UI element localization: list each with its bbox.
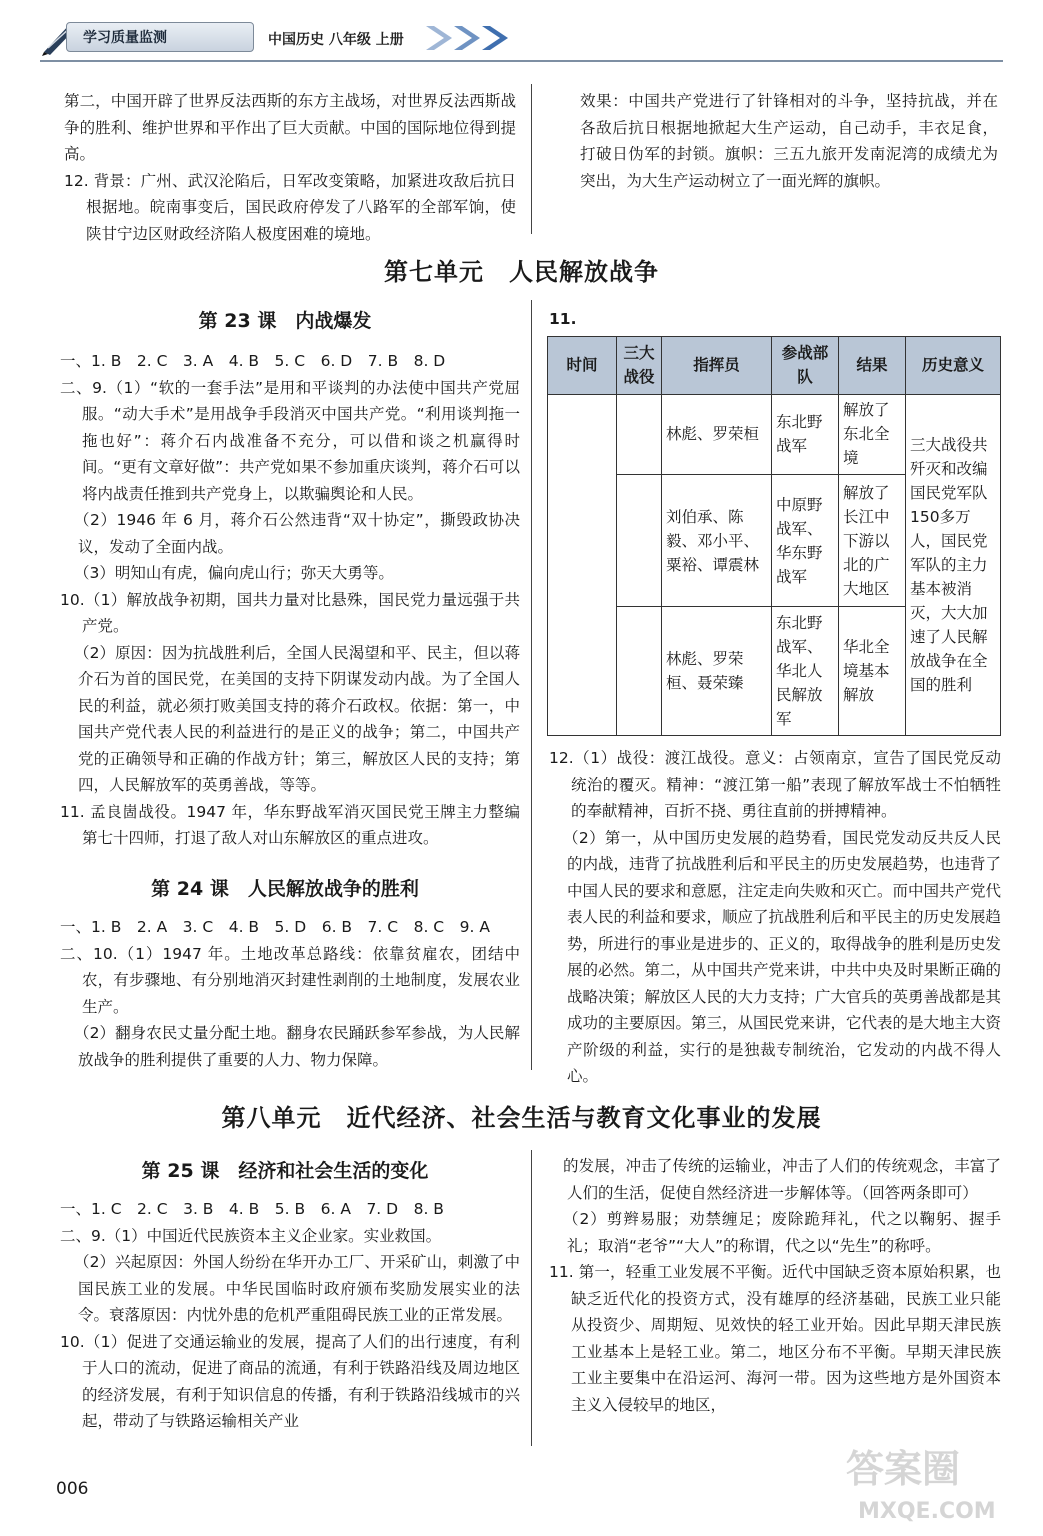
commanders-cell: 林彪、罗荣桓、聂荣臻 xyxy=(662,606,772,735)
answer-11: 11. 第一，轻重工业发展不平衡。近代中国缺乏资本原始积累，也缺乏近代化的投资方式，没有雄厚的经济基础，民族工业只能从投资少、周期短、见效快的轻工业开始。因此早期天津民族工业基本上是轻工业。第二，地区分布不平衡。早期天津民族工业主要集中在沿运河、海河一带。因为这些地方是外国资本主义入侵较早的地区， xyxy=(549,1263,1001,1414)
watermark-url: MXQE.COM xyxy=(858,1499,996,1524)
header-troops: 参战部队 xyxy=(772,337,839,395)
troops-cell: 中原野战军、华东野战军 xyxy=(772,475,839,606)
column-divider xyxy=(531,84,532,234)
top-left-text xyxy=(64,88,516,247)
answer-11: 11. 孟良崮战役。1947 年，华东野战军消灭国民党王牌主力整编第七十四师，打退了敌人对山东解放区的重点进攻。 xyxy=(60,802,520,847)
table-header-row xyxy=(548,337,1001,395)
header-result: 结果 xyxy=(839,337,906,395)
lesson-25-right-answers xyxy=(549,1153,1001,1418)
answer-9-3: （3）明知山有虎，偏向虎山行；弥天大勇等。 xyxy=(74,564,394,582)
lesson-24-answers xyxy=(60,914,520,1073)
answer-10-1: 二、10.（1）1947 年。土地改革总路线：依靠贫雇农，团结中农，有步骤地、有分别地消灭封建性剥削的土地制度，发展农业生产。 xyxy=(60,944,520,1016)
troops-cell: 东北野战军 xyxy=(772,394,839,475)
page-header xyxy=(40,18,510,58)
answer-10-2: （2）剪辫易服；劝禁缠足；废除跪拜礼，代之以鞠躬、握手礼；取消“老爷”“大人”的称谓，代之以“先生”的称呼。 xyxy=(563,1210,1001,1255)
answer-11-label xyxy=(549,306,576,333)
result-cell: 解放了东北全境 xyxy=(839,394,906,475)
brand-badge: 学习质量监测 xyxy=(66,22,254,52)
result-cell: 华北全境基本解放 xyxy=(839,606,906,735)
answer-10-2: （2）原因：因为抗战胜利后，全国人民渴望和平、民主，但以蒋介石为首的国民党，在美国的支持下阴谋发动内战。为了全国人民的利益，就必须打败美国支持的蒋介石政权。依据：第一，中国共产党代表人民的利益进行的是正义的战争；第二，中国共产党的正确领导和正确的作战方针；第三，解放区人民的支持；第四，人民解放军的英勇善战，等等。 xyxy=(74,643,520,794)
commanders-cell: 刘伯承、陈毅、邓小平、粟裕、谭震林 xyxy=(662,475,772,606)
column-divider xyxy=(531,300,532,1070)
choice-answers: 一、1. B 2. C 3. A 4. B 5. C 6. D 7. B 8. D xyxy=(60,352,446,370)
unit-8-title: 第八单元 近代经济、社会生活与教育文化事业的发展 xyxy=(221,1104,822,1132)
answer-10-1: 10.（1）解放战争初期，国共力量对比悬殊，国民党力量远强于共产党。 xyxy=(60,590,520,635)
answer-9-2: （2）1946 年 6 月，蒋介石公然违背“双十协定”，撕毁政协决议，发动了全面内战。 xyxy=(74,511,520,556)
lesson-25-title: 第 25 课 经济和社会生活的变化 xyxy=(141,1160,429,1182)
paragraph: 第二，中国开辟了世界反法西斯的东方主战场，对世界反法西斯战争的胜利、维护世界和平作出了巨大贡献。中国的国际地位得到提高。 xyxy=(64,92,516,163)
header-commanders: 指挥员 xyxy=(662,337,772,395)
chevron-arrows-icon xyxy=(426,22,536,54)
answer-10-2: （2）翻身农民丈量分配土地。翻身农民踊跃参军参战，为人民解放战争的胜利提供了重要的人力、物力保障。 xyxy=(74,1024,520,1069)
answer-9-2: （2）兴起原因：外国人纷纷在华开办工厂、开采矿山，刺激了中国民族工业的发展。中华民国临时政府颁布奖励发展实业的法令。衰落原因：内忧外患的危机严重阻碍民族工业的正常发展。 xyxy=(74,1253,520,1324)
column-divider xyxy=(531,1150,532,1446)
lesson-23-title: 第 23 课 内战爆发 xyxy=(198,310,372,332)
campaign-cell xyxy=(617,475,662,606)
table-row xyxy=(548,394,1001,475)
top-right-text xyxy=(580,88,998,194)
page-number: 006 xyxy=(56,1479,89,1499)
three-campaigns-table xyxy=(547,336,1001,736)
answer-10-1-continued: 的发展，冲击了传统的运输业，冲击了人们的传统观念，丰富了人们的生活，促使自然经济进一步解体等。（回答两条即可） xyxy=(563,1157,1001,1202)
result-cell: 解放了长江中下游以北的广大地区 xyxy=(839,475,906,606)
answer-12-background: 12. 背景：广州、武汉沦陷后，日军改变策略，加紧进攻敌后抗日根据地。皖南事变后，国民政府停发了八路军的全部军饷，使陕甘宁边区财政经济陷人极度困难的境地。 xyxy=(64,171,516,243)
troops-cell: 东北野战军、华北人民解放军 xyxy=(772,606,839,735)
header-subject: 中国历史 八年级 上册 xyxy=(268,32,404,48)
lesson-25-left-answers xyxy=(60,1196,520,1435)
significance-cell: 三大战役共歼灭和改编国民党军队150多万人，国民党军队的主力基本被消灭，大大加速了人民解放战争在全国的胜利 xyxy=(906,394,1001,735)
answer-9-1: 二、9.（1）中国近代民族资本主义企业家。实业救国。 xyxy=(60,1226,442,1245)
question-number: 11. xyxy=(549,310,577,328)
answer-10-1: 10.（1）促进了交通运输业的发展，提高了人们的出行速度，有利于人口的流动，促进了商品的流通，有利于铁路沿线及周边地区的经济发展，有利于知识信息的传播，有利于铁路沿线城市的兴起，带动了与铁路运输相关产业 xyxy=(60,1332,520,1430)
header-rule xyxy=(40,60,1003,62)
lesson-24-title: 第 24 课 人民解放战争的胜利 xyxy=(151,878,419,900)
header-campaign: 三大战役 xyxy=(617,337,662,395)
answer-9-1: 二、9.（1）“软的一套手法”是用和平谈判的办法使中国共产党屈服。“动大手术”是用战争手段消灭中国共产党。“利用谈判拖一拖也好”：蒋介石内战准备不充分，可以借和谈之机赢得时间。“更有文章好做”：共产党如果不参加重庆谈判，蒋介石可以将内战责任推到共产党身上，以欺骗舆论和人民。 xyxy=(60,378,520,503)
commanders-cell: 林彪、罗荣桓 xyxy=(662,394,772,475)
watermark-logo xyxy=(838,1436,1018,1526)
choice-answers: 一、1. C 2. C 3. B 4. B 5. B 6. A 7. D 8. B xyxy=(60,1200,444,1218)
campaign-cell xyxy=(617,606,662,735)
time-cell xyxy=(548,394,617,735)
lesson-23-answers xyxy=(60,348,520,852)
choice-answers: 一、1. B 2. A 3. C 4. B 5. D 6. B 7. C 8. C 9. A xyxy=(60,918,490,936)
watermark-title: 答案圈 xyxy=(846,1447,961,1491)
answer-12-1: 12.（1）战役：渡江战役。意义：占领南京，宣告了国民党反动统治的覆灭。精神：“渡江第一船”表现了解放军战士不怕牺牲的奉献精神，百折不挠、勇往直前的拼搏精神。 xyxy=(549,749,1001,820)
answer-12-2: （2）第一，从中国历史发展的趋势看，国民党发动反共反人民的内战，违背了抗战胜利后和平民主的历史发展趋势，也违背了中国人民的要求和意愿，注定走向失败和灭亡。而中国共产党代表人民的利益和要求，顺应了抗战胜利后和平民主的历史发展趋势，所进行的事业是进步的、正义的，取得战争的胜利是历史发展的必然。第二，从中国共产党来讲，中共中央及时果断正确的战略决策；解放区人民的大力支持；广大官兵的英勇善战都是其成功的主要原因。第三，从国民党来讲，它代表的是大地主大资产阶级的利益，实行的是独裁专制统治，它发动的内战不得人心。 xyxy=(563,828,1002,1085)
paragraph: 效果：中国共产党进行了针锋相对的斗争，坚持抗战，并在各敌后抗日根据地掀起大生产运动，自己动手，丰衣足食，打破日伪军的封锁。旗帜：三五九旅开发南泥湾的成绩尤为突出，为大生产运动树立了一面光辉的旗帜。 xyxy=(580,92,998,190)
campaign-cell xyxy=(617,394,662,475)
header-significance: 历史意义 xyxy=(906,337,1001,395)
answer-12 xyxy=(549,745,1001,1090)
unit-7-title: 第七单元 人民解放战争 xyxy=(384,258,659,286)
header-time: 时间 xyxy=(548,337,617,395)
